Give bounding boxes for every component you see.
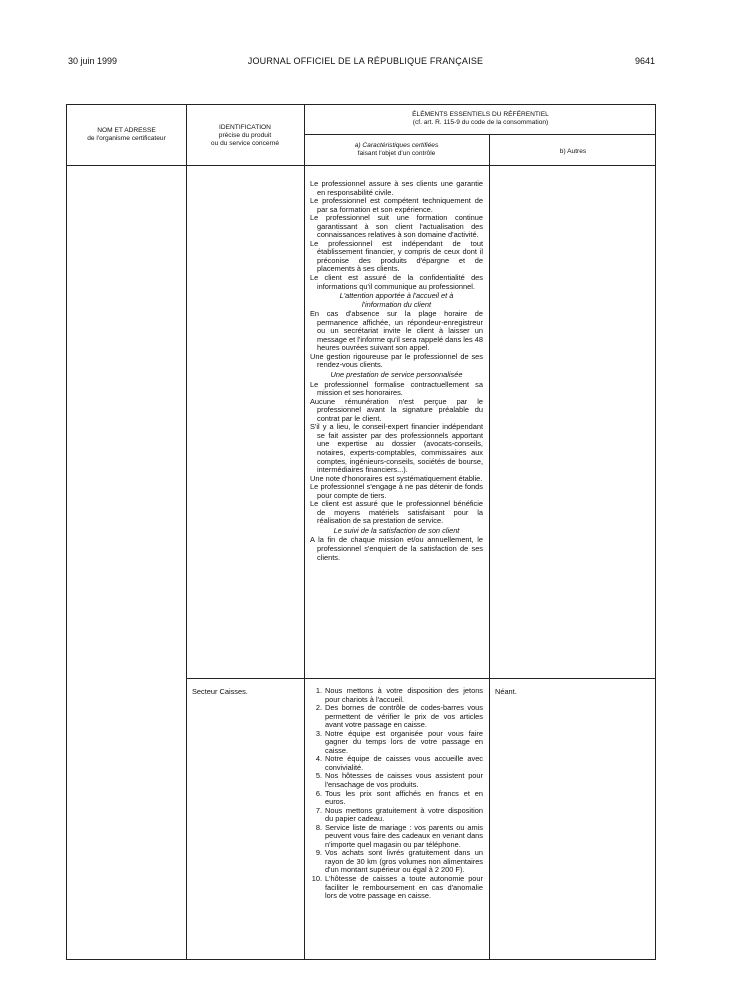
list-item: 2. Des bornes de contrôle de codes-barres vous permettent de vérifier le prix de vos articles avant votre passage en caisse. (315, 703, 483, 730)
page-date: 30 juin 1999 (68, 56, 118, 66)
identification-secteur-caisses: Secteur Caisses. (192, 687, 248, 696)
col-organisme-header (67, 127, 186, 143)
list-item: 7. Nous mettons gratuitement à votre disposition du papier cadeau. (315, 805, 483, 824)
paragraph: Le client est assuré que le professionnel bénéficie de moyens matériels satisfaisant pour la réalisation de sa prestation de service. (310, 499, 483, 526)
paragraph: Le professionnel est indépendant de tout établissement financier, y compris de ceux dont il préconise des produits d'épargne et de placements à ses clients. (310, 238, 483, 274)
section-heading: L'attention apportée à l'accueil et à l'information du client (339, 291, 454, 309)
col-caracteristiques-title: a) Caractéristiques certifiées (354, 142, 439, 149)
paragraph: A la fin de chaque mission et/ou annuellement, le professionnel s'enquiert de la satisfaction de ses clients. (310, 535, 483, 562)
col-autres-header: b) Autres (559, 148, 587, 155)
paragraph: Aucune rémunération n'est perçue par le professionnel avant la signature préalable du contrat par le client. (310, 396, 483, 423)
col-caracteristiques-subtitle: faisant l'objet d'un contrôle (357, 149, 436, 157)
list-item: 1. Nous mettons à votre disposition des jetons pour chariots à l'accueil. (315, 686, 483, 704)
list-item: 5. Nos hôtesses de caisses vous assistent pour l'ensachage de vos produits. (315, 771, 483, 790)
paragraph: En cas d'absence sur la plage horaire de permanence affichée, un répondeur-enregistreur ou un secrétariat invite le client à laisser un message et l'informe qu'il sera rappelé dans les 48 heures ouvrées suivant son appel. (310, 309, 483, 353)
row-divider (186, 678, 655, 679)
header-bottom-line (67, 165, 655, 166)
list-item: 6. Tous les prix sont affichés en francs et en euros. (315, 788, 483, 807)
list-item: 10. L'hôtesse de caisses a toute autonomie pour faciliter le remboursement en cas d'anomalie lors de votre passage en caisse. (311, 874, 483, 901)
section-heading: Une prestation de service personnalisée (330, 370, 463, 380)
paragraph: S'il y a lieu, le conseil-expert financier indépendant se fait assister par des professionnels apportant une expertise au dossier (avocats-conseils, notaires, experts-comptables, commissaires aux comptes, ingénieurs-conseils, sociétés de bourse, intermédiaires financiers...). (310, 422, 483, 475)
col-elements-title: ÉLÉMENTS ESSENTIELS DU RÉFÉRENTIEL (412, 111, 549, 118)
section-heading: Le suivi de la satisfaction de son client (333, 525, 460, 535)
referentiel-table (66, 104, 656, 960)
col-elements-subtitle: (cf. art. R. 115-9 du code de la consommation) (412, 118, 549, 126)
col-identification-title: IDENTIFICATION (219, 124, 271, 131)
col-divider-2 (304, 105, 305, 959)
col-divider-3 (489, 134, 490, 959)
paragraph: Une gestion rigoureuse par le professionnel de ses rendez-vous clients. (310, 351, 483, 370)
row1-caracteristiques (310, 180, 483, 562)
col-identification-header (186, 124, 304, 147)
paragraph: Le client est assuré de la confidentialité des informations qu'il communique au professionnel. (310, 273, 483, 291)
page-number: 9641 (634, 56, 655, 66)
col-elements-header (304, 111, 657, 127)
list-item: 4. Notre équipe de caisses vous accueille avec convivialité. (315, 754, 483, 772)
row2-caracteristiques (310, 687, 483, 901)
list-item: 8. Service liste de mariage : vos parents ou amis peuvent vous faire des cadeaux en venant dans n'importe quel magasin ou par téléphone. (315, 822, 483, 849)
journal-title: JOURNAL OFFICIEL DE LA RÉPUBLIQUE FRANÇAISE (247, 56, 484, 66)
paragraph: Le professionnel formalise contractuellement sa mission et ses honoraires. (310, 379, 483, 398)
col-organisme-subtitle: de l'organisme certificateur (87, 134, 166, 142)
paragraph: Une note d'honoraires est systématiquement établie. (310, 473, 483, 483)
paragraph: Le professionnel est compétent techniquement de par sa formation et son expérience. (310, 196, 483, 214)
col-identification-sub2: ou du service concerné (210, 139, 280, 147)
autres-value: Néant. (495, 687, 517, 696)
col-identification-sub1: précise du produit (218, 131, 272, 139)
list-item: 9. Vos achats sont livrés gratuitement dans un rayon de 30 km (gros volumes non alimentaires d'un montant supérieur ou égal à 2 200 F). (315, 848, 483, 875)
list-item: 3. Notre équipe est organisée pour vous faire gagner du temps lors de votre passage en caisse. (315, 728, 483, 755)
paragraph: Le professionnel suit une formation continue garantissant à son client l'actualisation des connaissances relatives à son domaine d'activité. (310, 213, 483, 240)
paragraph: Le professionnel assure à ses clients une garantie en responsabilité civile. (310, 179, 483, 197)
engagements-list (310, 687, 483, 901)
paragraph: Le professionnel s'engage à ne pas détenir de fonds pour compte de tiers. (310, 482, 483, 500)
col-caracteristiques-header (304, 142, 489, 158)
header-subdivider (304, 134, 655, 135)
col-divider-1 (186, 105, 187, 959)
col-organisme-title: NOM ET ADRESSE (97, 127, 156, 134)
